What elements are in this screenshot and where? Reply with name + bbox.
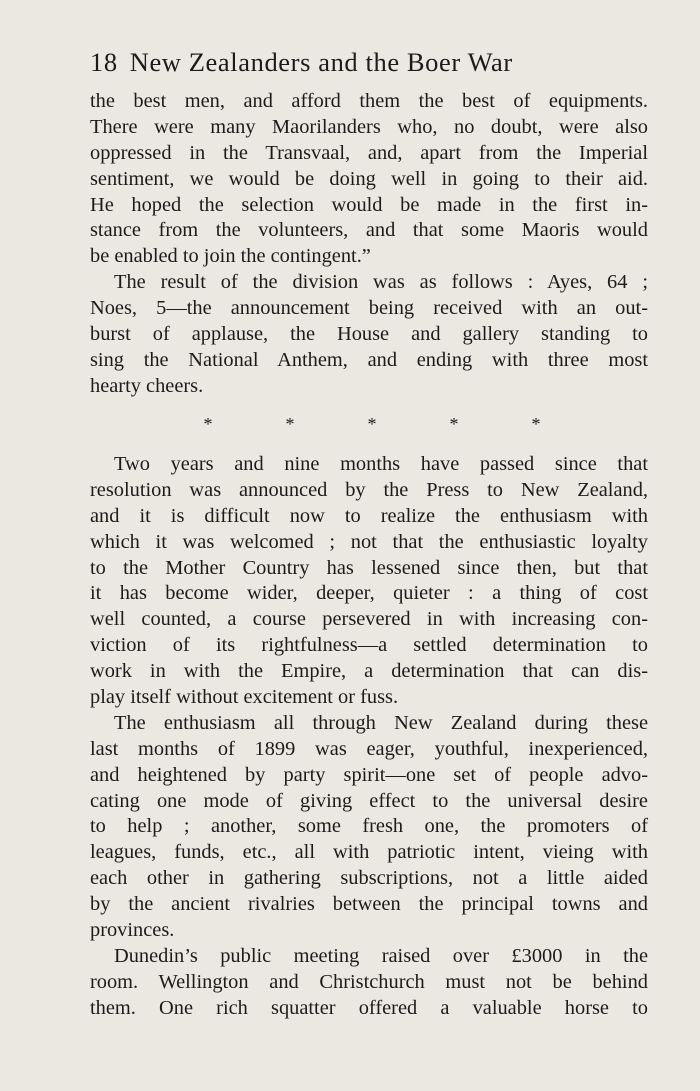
text-line: each other in gathering subscriptions, not a little aided [90,867,648,890]
text-line: to help ; another, some fresh one, the promoters of [90,815,648,838]
separator-asterisk: * [367,414,377,434]
text-line: He hoped the selection would be made in the first in- [90,193,648,216]
separator-asterisk: * [203,414,213,434]
text-line: work in with the Empire, a determination that can dis- [90,660,648,683]
paragraph-4 [90,711,648,944]
text-line: play itself without excitement or fuss. [90,686,399,709]
text-line: well counted, a course persevered in with increasing con- [90,608,648,631]
text-line: and heightened by party spirit—one set of people advo- [90,763,648,786]
text-line: resolution was announced by the Press to New Zealand, [90,478,648,501]
text-line: which it was welcomed ; not that the enthusiastic loyalty [90,530,648,553]
text-line: leagues, funds, etc., all with patriotic intent, vieing with [90,841,648,864]
text-line: The result of the division was as follows : Ayes, 64 ; [114,271,648,294]
running-header [90,44,610,80]
text-line: There were many Maorilanders who, no doubt, were also [90,115,648,138]
text-line: and it is difficult now to realize the enthusiasm with [90,504,648,527]
text-line: them. One rich squatter offered a valuable horse to [90,996,648,1019]
text-line: be enabled to join the contingent.” [90,245,371,268]
text-line: hearty cheers. [90,374,204,397]
text-line: viction of its rightfulness—a settled determination to [90,634,648,657]
text-line: Dunedin’s public meeting raised over £3000 in the [114,944,648,967]
text-line: sentiment, we would be doing well in going to their aid. [90,167,648,190]
body-text-bottom [90,452,648,1022]
separator-asterisk: * [449,414,459,434]
body-text-top [90,89,648,400]
section-separator [200,412,544,436]
text-line: the best men, and afford them the best of equipments. [90,90,648,112]
text-line: by the ancient rivalries between the principal towns and [90,893,648,916]
running-title: New Zealanders and the Boer War [129,47,513,77]
text-line: The enthusiasm all through New Zealand during these [114,711,648,734]
text-line: room. Wellington and Christchurch must not be behind [90,970,648,993]
text-line: burst of applause, the House and gallery standing to [90,323,648,346]
text-line: Two years and nine months have passed since that [114,453,648,475]
text-line: oppressed in the Transvaal, and, apart from the Imperial [90,141,648,164]
separator-asterisk: * [285,414,295,434]
text-line: last months of 1899 was eager, youthful, inexperienced, [90,737,648,760]
text-line: stance from the volunteers, and that some Maoris would [90,219,648,242]
paragraph-1 [90,89,648,270]
text-line: provinces. [90,919,175,942]
text-line: it has become wider, deeper, quieter : a thing of cost [90,582,648,605]
text-line: sing the National Anthem, and ending with three most [90,348,648,371]
paragraph-5 [90,944,648,1022]
paragraph-2 [90,270,648,399]
text-line: to the Mother Country has lessened since then, but that [90,556,648,579]
text-line: Noes, 5—the announcement being received with an out- [90,297,648,320]
page-number: 18 [90,47,118,77]
separator-asterisk: * [531,414,541,434]
text-line: cating one mode of giving effect to the universal desire [90,789,648,812]
paragraph-3 [90,452,648,711]
